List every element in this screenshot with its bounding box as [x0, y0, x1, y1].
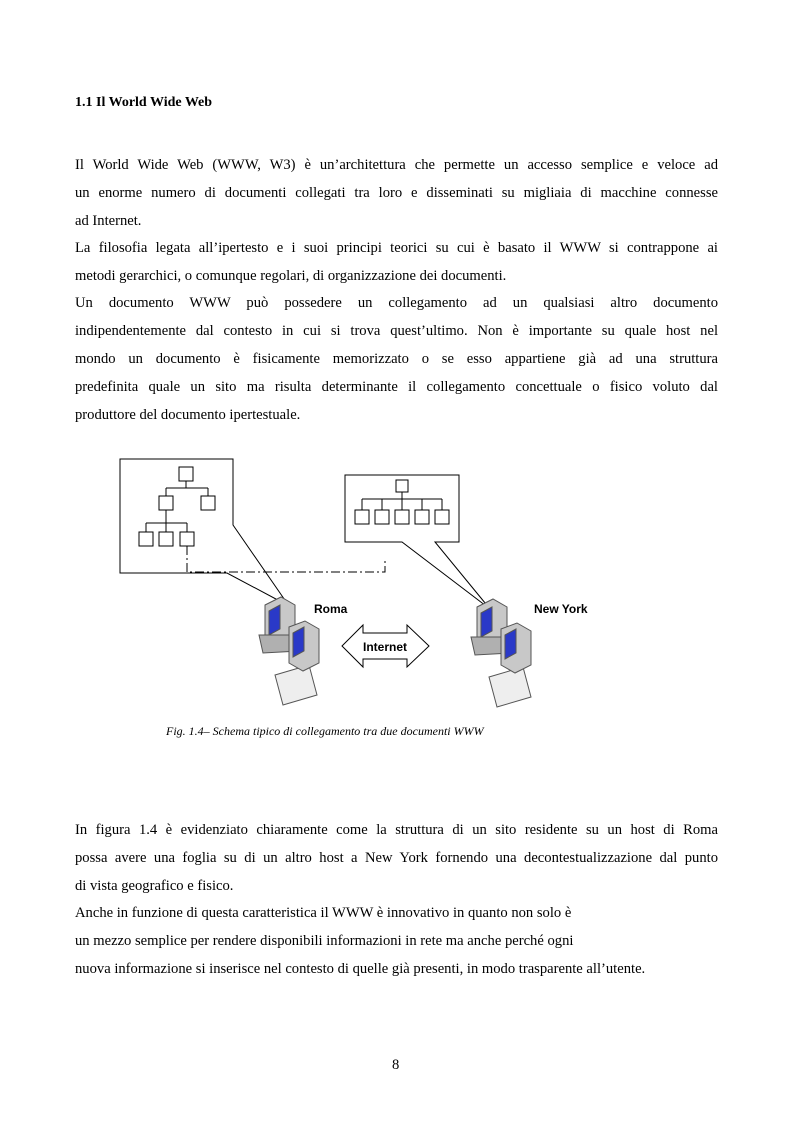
text-line: un mezzo semplice per rendere disponibili informazioni in rete ma anche perché ogni	[75, 933, 574, 949]
text-line: Un documento WWW può possedere un collegamento ad un qualsiasi altro documento	[75, 295, 718, 311]
paragraph-4	[75, 816, 718, 900]
text-line: Il World Wide Web (WWW, W3) è un’architettura che permette un accesso semplice e veloce ad	[75, 157, 718, 173]
text-line: di vista geografico e fisico.	[75, 878, 234, 894]
paragraph-2	[75, 234, 718, 290]
text-line: La filosofia legata all’ipertesto e i suoi principi teorici su cui è basato il WWW si contrappone ai	[75, 240, 718, 256]
text-line: ad Internet.	[75, 213, 142, 229]
page-number: 8	[392, 1057, 400, 1073]
text-line: mondo un documento è fisicamente memorizzato o se esso appartiene già ad una struttura	[75, 351, 718, 367]
text-line: Anche in funzione di questa caratteristica il WWW è innovativo in quanto non solo è	[75, 905, 572, 921]
newyork-label: New York	[534, 602, 588, 616]
text-line: un enorme numero di documenti collegati tra loro e disseminati su migliaia di macchine connesse	[75, 185, 718, 201]
text-line: nuova informazione si inserisce nel contesto di quelle già presenti, in modo trasparente all’utente.	[75, 961, 646, 977]
internet-label: Internet	[362, 640, 408, 654]
paragraph-3	[75, 289, 718, 429]
computer-icon-roma	[259, 597, 319, 705]
text-line: possa avere una foglia su di un altro host a New York fornendo una decontestualizzazione dal punto	[75, 850, 718, 866]
text-line: metodi gerarchici, o comunque regolari, di organizzazione dei documenti.	[75, 268, 507, 284]
section-heading: 1.1 Il World Wide Web	[75, 95, 213, 110]
callout-newyork-document	[345, 475, 490, 609]
roma-label: Roma	[314, 602, 348, 616]
text-line: predefinita quale un sito ma risulta determinante il collegamento concettuale o fisico voluto dal	[75, 379, 718, 395]
computer-icon-newyork	[471, 599, 531, 707]
text-line: indipendentemente dal contesto in cui si trova quest’ultimo. Non è importante su quale host nel	[75, 323, 718, 339]
network-diagram	[117, 455, 617, 715]
paragraph-5	[75, 899, 718, 983]
paragraph-1	[75, 151, 718, 235]
text-line: In figura 1.4 è evidenziato chiaramente come la struttura di un sito residente su un host di Roma	[75, 822, 718, 838]
figure-caption: Fig. 1.4– Schema tipico di collegamento tra due documenti WWW	[166, 724, 484, 738]
text-line: produttore del documento ipertestuale.	[75, 407, 301, 423]
